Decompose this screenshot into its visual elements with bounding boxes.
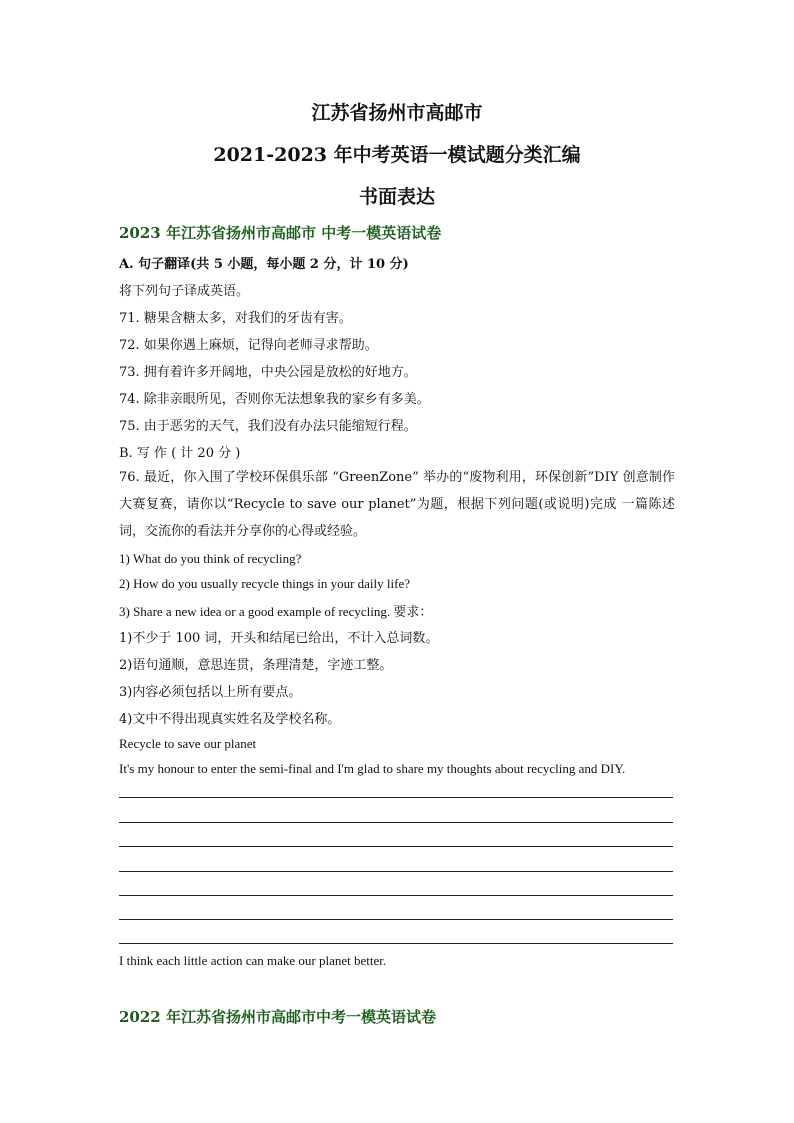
part-a-instruction: 将下列句子译成英语。: [119, 284, 250, 299]
doc-title-exam: 2021-2023 年中考英语一模试题分类汇编: [213, 144, 581, 166]
prompt-2: 2) How do you usually recycle things in your daily life?: [119, 576, 410, 591]
question-73: 73. 拥有着许多开阔地，中央公园是放松的好地方。: [119, 365, 417, 380]
prompt-1: 1) What do you think of recycling?: [119, 551, 302, 566]
doc-title-region: 江苏省扬州市高邮市: [311, 102, 483, 124]
requirement-3: 3)内容必须包括以上所有要点。: [119, 685, 302, 700]
doc-title-topic: 书面表达: [358, 186, 435, 208]
requirement-1: 1)不少于 100 词，开头和结尾已给出，不计入总词数。: [119, 631, 439, 646]
answer-line: [119, 943, 673, 944]
question-76: 76. 最近，你入围了学校环保俱乐部 “GreenZone” 举办的“废物利用，环保创新”DIY 创意制作大赛复赛，请你以“Recycle to save our planet”为题，根据下列问题(或说明)完成 一篇陈述词，交流你的看法并分享你的心得或经验。: [119, 470, 675, 539]
essay-opening: It's my honour to enter the semi-final and I'm glad to share my thoughts about recycling and DIY.: [119, 761, 626, 776]
answer-line: [119, 822, 673, 823]
question-71: 71. 糖果含糖太多，对我们的牙齿有害。: [119, 311, 352, 326]
part-a-title: A. 句子翻译(共 5 小题，每小题 2 分，计 10 分): [119, 257, 409, 272]
answer-line: [119, 797, 673, 798]
requirement-4: 4)文中不得出现真实姓名及学校名称。: [119, 712, 341, 727]
essay-closing: I think each little action can make our planet better.: [119, 953, 387, 968]
question-75: 75. 由于恶劣的天气，我们没有办法只能缩短行程。: [119, 419, 417, 434]
section-heading-2022: 2022 年江苏省扬州市高邮市中考一模英语试卷: [119, 1008, 436, 1026]
part-b-title: B. 写 作 ( 计 20 分 ): [119, 446, 241, 461]
section-heading-2023: 2023 年江苏省扬州市高邮市 中考一模英语试卷: [119, 224, 442, 242]
requirement-2: 2)语句通顺，意思连贯，条理清楚，字迹工整。: [119, 658, 393, 673]
answer-line: [119, 846, 673, 847]
answer-line: [119, 919, 673, 920]
question-72: 72. 如果你遇上麻烦，记得向老师寻求帮助。: [119, 338, 378, 353]
answer-line: [119, 871, 673, 872]
answer-line: [119, 895, 673, 896]
question-74: 74. 除非亲眼所见，否则你无法想象我的家乡有多美。: [119, 392, 430, 407]
essay-title: Recycle to save our planet: [119, 736, 257, 751]
prompt-3: 3) Share a new idea or a good example of recycling. 要求：: [119, 604, 433, 619]
